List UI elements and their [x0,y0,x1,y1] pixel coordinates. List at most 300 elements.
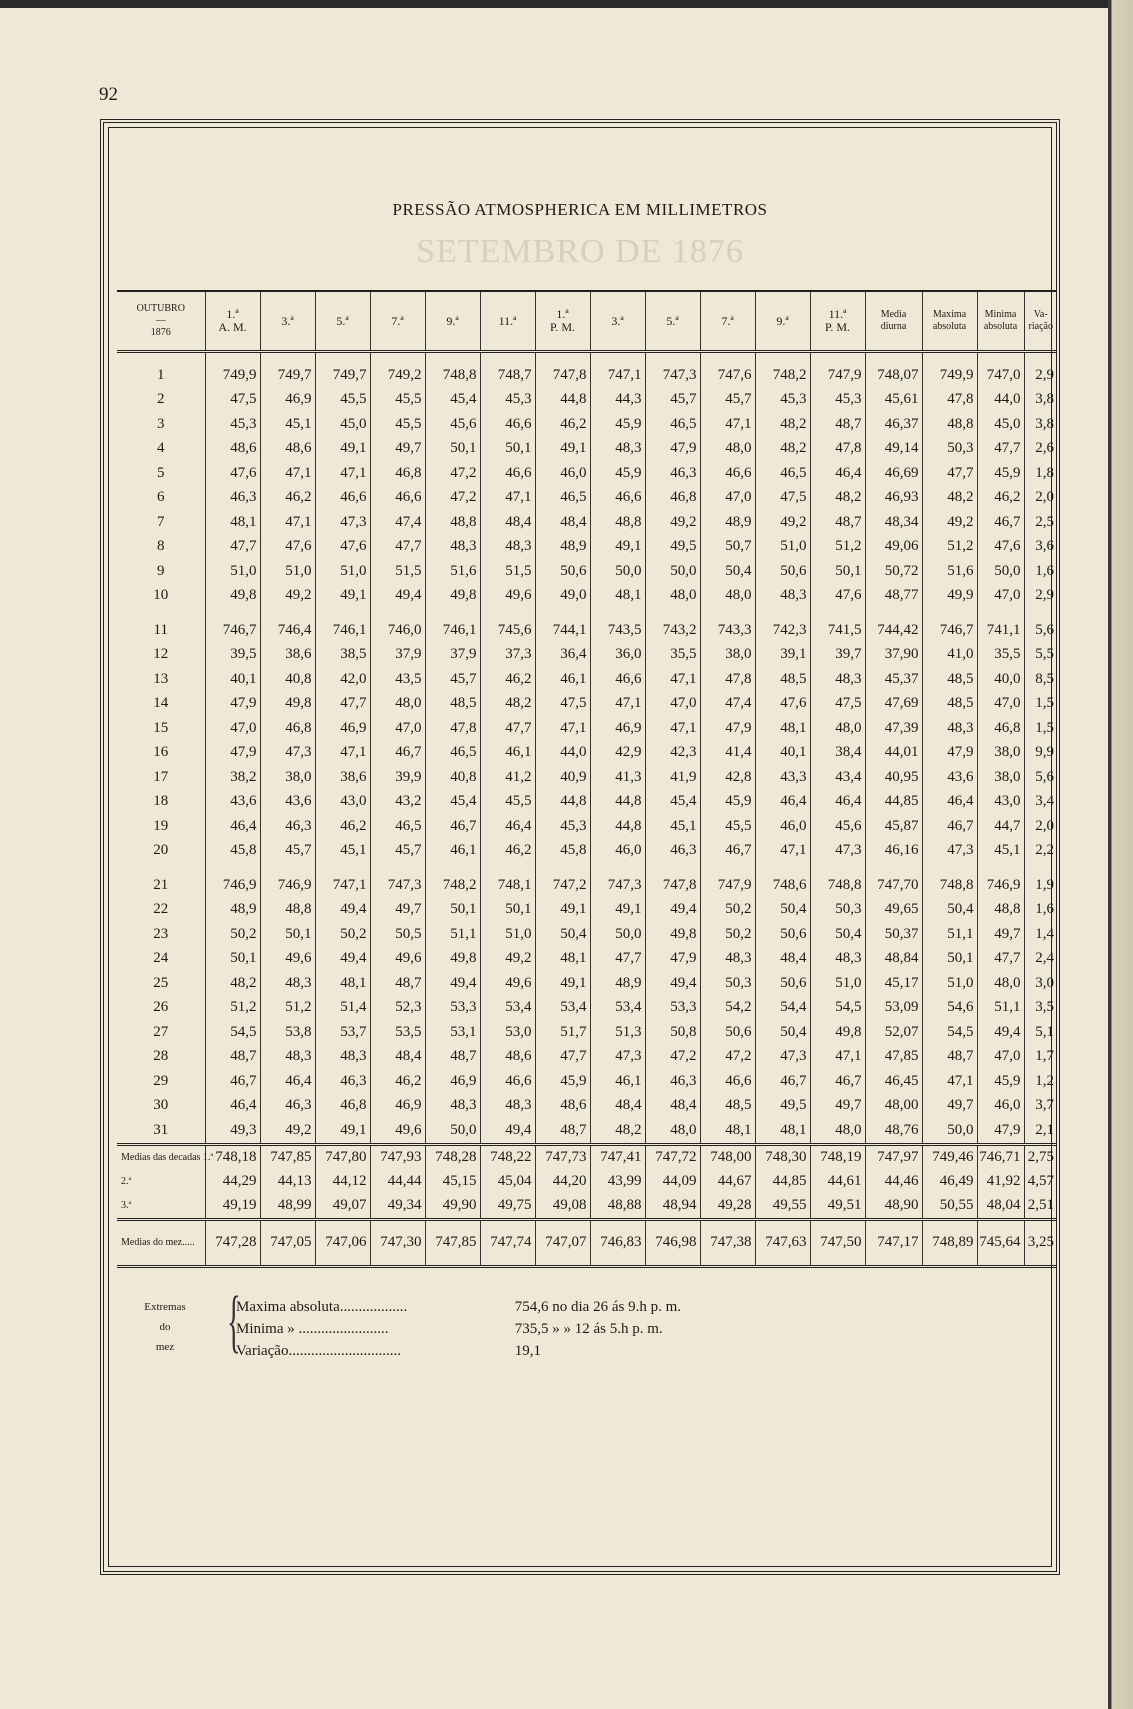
value-cell: 47,3 [755,1045,810,1070]
value-cell: 47,1 [645,716,700,741]
value-cell: 48,0 [810,716,865,741]
value-cell: 37,9 [425,643,480,668]
value-cell: 49,1 [315,1118,370,1144]
value-cell: 36,4 [535,643,590,668]
table-frame-inner [108,127,1052,1567]
value-cell: 35,5 [977,643,1024,668]
value-cell: 47,3 [315,510,370,535]
value-cell: 45,5 [480,790,535,815]
value-cell: 45,4 [425,790,480,815]
header-col-top: Minima [984,309,1017,320]
table-row [117,1094,1057,1119]
value-cell: 46,4 [922,790,977,815]
value-cell: 48,3 [480,1094,535,1119]
spacer-cell [590,608,645,618]
decade-value: 48,94 [645,1194,700,1220]
value-cell: 1,8 [1035,464,1054,481]
value-cell: 48,8 [922,412,977,437]
value-cell: 45,6 [810,814,865,839]
value-cell: 38,5 [315,643,370,668]
value-cell: 741,5 [810,618,865,643]
value-cell: 45,3 [480,388,535,413]
value-cell: 49,5 [755,1094,810,1119]
value-cell: 45,0 [315,412,370,437]
value-cell: 40,95 [865,765,922,790]
header-col-8 [645,291,700,352]
header-month-year [117,291,205,352]
value-cell: 41,2 [480,765,535,790]
value-cell: 45,4 [425,388,480,413]
spacer-cell [480,352,535,364]
value-cell: 48,1 [700,1118,755,1144]
value-cell: 742,3 [755,618,810,643]
decade-value: 748,22 [480,1144,535,1170]
value-cell: 48,2 [755,437,810,462]
decade-value: 748,28 [425,1144,480,1170]
spacer-cell [700,863,755,873]
table-row [117,873,1057,898]
header-col-4 [425,291,480,352]
value-cell: 46,0 [535,461,590,486]
value-cell: 49,6 [370,1118,425,1144]
spacer-cell [117,352,205,364]
value-cell: 749,7 [315,363,370,388]
value-cell: 45,1 [645,814,700,839]
value-cell: 47,4 [700,692,755,717]
value-cell: 47,7 [205,535,260,560]
day-cell: 16 [117,741,205,766]
month-mean-value: 747,63 [755,1219,810,1266]
value-cell: 46,8 [260,716,315,741]
value-cell: 50,4 [755,1020,810,1045]
value-cell: 747,9 [700,873,755,898]
value-cell: 50,1 [425,437,480,462]
value-cell: 45,5 [700,814,755,839]
value-cell: 50,5 [370,922,425,947]
value-cell: 747,3 [590,873,645,898]
header-col-12 [865,291,922,352]
header-col-top: Maxima [932,309,967,320]
value-cell: 48,4 [480,510,535,535]
value-cell: 43,6 [260,790,315,815]
spacer-cell [810,352,865,364]
value-cell: 48,9 [590,971,645,996]
value-cell: 49,8 [645,922,700,947]
month-mean-value: 745,64 [977,1219,1024,1266]
value-cell: 46,6 [480,1069,535,1094]
value-cell: 47,1 [480,486,535,511]
value-cell: 47,3 [260,741,315,766]
value-cell: 43,6 [922,765,977,790]
header-col-top: Va- [1033,309,1048,320]
value-cell: 35,5 [645,643,700,668]
value-cell: 46,3 [260,814,315,839]
value-cell: 49,6 [480,584,535,609]
value-cell: 47,1 [645,667,700,692]
spacer-cell [315,608,370,618]
value-cell: 2,0 [1035,489,1054,506]
value-cell: 50,2 [700,898,755,923]
value-cell: 54,5 [922,1020,977,1045]
spacer-cell [977,608,1024,618]
value-cell: 3,5 [1035,999,1054,1016]
value-cell: 41,9 [645,765,700,790]
table-row [117,898,1057,923]
value-cell: 45,7 [260,839,315,864]
value-cell: 49,1 [535,437,590,462]
value-cell: 46,3 [645,839,700,864]
value-cell: 50,0 [590,922,645,947]
table-row [117,716,1057,741]
decade-value: 44,20 [535,1170,590,1194]
header-month: OUTUBRO [136,303,185,314]
value-cell: 45,7 [370,839,425,864]
value-cell: 50,1 [810,559,865,584]
value-cell: 44,8 [535,388,590,413]
value-cell: 41,4 [700,741,755,766]
value-cell: 48,0 [370,692,425,717]
value-cell: 46,4 [205,1094,260,1119]
value-cell: 46,0 [590,839,645,864]
value-cell: 1,6 [1035,562,1054,579]
value-cell: 45,5 [370,388,425,413]
value-cell: 53,8 [260,1020,315,1045]
value-cell: 47,0 [977,692,1024,717]
day-cell: 30 [117,1094,205,1119]
value-cell: 48,1 [590,584,645,609]
day-cell: 19 [117,814,205,839]
spacer-cell [425,863,480,873]
value-cell: 748,1 [480,873,535,898]
value-cell: 46,4 [810,461,865,486]
value-cell: 749,7 [260,363,315,388]
value-cell: 48,77 [865,584,922,609]
value-cell: 50,4 [535,922,590,947]
value-cell: 748,2 [425,873,480,898]
table-row [117,559,1057,584]
value-cell: 48,3 [755,584,810,609]
value-cell: 50,1 [425,898,480,923]
decade-value: 41,92 [977,1170,1024,1194]
value-cell: 748,7 [480,363,535,388]
value-cell: 3,4 [1035,793,1054,810]
day-cell: 17 [117,765,205,790]
value-cell: 48,5 [700,1094,755,1119]
pressure-table [117,290,1057,1268]
spacer-cell [315,863,370,873]
value-cell: 51,1 [425,922,480,947]
value-cell: 50,0 [590,559,645,584]
value-cell: 5,6 [1035,621,1054,638]
value-cell: 46,1 [480,741,535,766]
value-cell: 44,8 [590,790,645,815]
value-cell: 50,37 [865,922,922,947]
value-cell: 41,3 [590,765,645,790]
decade-value: 49,08 [535,1194,590,1220]
decade-group-label: Medias das decadas [121,1152,201,1163]
value-cell: 48,1 [535,947,590,972]
value-cell: 53,4 [590,996,645,1021]
value-cell: 745,6 [480,618,535,643]
decade-value: 746,71 [977,1144,1024,1170]
value-cell: 46,3 [645,461,700,486]
value-cell: 747,3 [645,363,700,388]
decade-value: 44,44 [370,1170,425,1194]
extremes-label-1: Extremas [144,1301,186,1313]
value-cell: 48,6 [535,1094,590,1119]
table-row [117,388,1057,413]
value-cell: 9,9 [1035,744,1054,761]
spacer-cell [1024,608,1057,618]
value-cell: 3,6 [1035,538,1054,555]
value-cell: 38,0 [977,741,1024,766]
value-cell: 51,2 [810,535,865,560]
value-cell: 47,0 [645,692,700,717]
spacer-cell [370,863,425,873]
table-body [117,352,1057,1267]
value-cell: 47,8 [700,667,755,692]
value-cell: 48,2 [922,486,977,511]
header-col-top: 1.ª [556,307,569,321]
value-cell: 48,9 [700,510,755,535]
spacer-cell [480,863,535,873]
value-cell: 49,3 [205,1118,260,1144]
decade-value: 43,99 [590,1170,645,1194]
value-cell: 43,6 [205,790,260,815]
value-cell: 46,3 [205,486,260,511]
value-cell: 47,1 [700,412,755,437]
value-cell: 46,5 [755,461,810,486]
extreme-variation-value: 19,1 [514,1343,541,1359]
value-cell: 746,0 [370,618,425,643]
value-cell: 38,2 [205,765,260,790]
decade-value: 748,00 [700,1144,755,1170]
value-cell: 48,3 [425,535,480,560]
value-cell: 48,8 [977,898,1024,923]
value-cell: 46,3 [645,1069,700,1094]
value-cell: 48,3 [590,437,645,462]
day-cell: 15 [117,716,205,741]
spacer-cell [922,608,977,618]
value-cell: 37,90 [865,643,922,668]
value-cell: 48,7 [535,1118,590,1144]
value-cell: 2,4 [1035,950,1054,967]
month-mean-value: 747,85 [425,1219,480,1266]
value-cell: 51,6 [425,559,480,584]
day-cell: 25 [117,971,205,996]
value-cell: 50,2 [315,922,370,947]
value-cell: 42,9 [590,741,645,766]
value-cell: 49,6 [480,971,535,996]
value-cell: 46,1 [425,839,480,864]
header-col-top: 9.ª [446,313,459,328]
decade-value: 44,85 [755,1170,810,1194]
value-cell: 49,7 [370,437,425,462]
value-cell: 47,0 [700,486,755,511]
day-cell: 10 [117,584,205,609]
spacer-cell [425,352,480,364]
spacer-cell [205,608,260,618]
decade-value: 49,28 [700,1194,755,1220]
value-cell: 47,1 [590,692,645,717]
value-cell: 41,0 [922,643,977,668]
day-cell: 24 [117,947,205,972]
value-cell: 49,4 [315,898,370,923]
value-cell: 46,37 [865,412,922,437]
spacer-row [117,352,1057,364]
value-cell: 54,2 [700,996,755,1021]
decade-value: 49,19 [205,1194,260,1220]
day-cell: 28 [117,1045,205,1070]
month-mean-value: 747,06 [315,1219,370,1266]
table-row [117,618,1057,643]
value-cell: 746,9 [260,873,315,898]
spacer-cell [645,863,700,873]
value-cell: 746,7 [205,618,260,643]
header-col-15 [1024,291,1057,352]
day-cell: 18 [117,790,205,815]
value-cell: 49,4 [480,1118,535,1144]
value-cell: 47,6 [977,535,1024,560]
value-cell: 47,8 [922,388,977,413]
value-cell: 50,6 [755,922,810,947]
value-cell: 50,7 [700,535,755,560]
value-cell: 49,7 [810,1094,865,1119]
decade-value: 747,72 [645,1144,700,1170]
value-cell: 47,1 [535,716,590,741]
day-cell: 9 [117,559,205,584]
decade-label [117,1144,214,1170]
value-cell: 46,5 [535,486,590,511]
day-cell: 8 [117,535,205,560]
spacer-row [117,608,1057,618]
value-cell: 51,0 [922,971,977,996]
decade-value: 46,49 [922,1170,977,1194]
value-cell: 49,7 [977,922,1024,947]
decade-value: 749,46 [922,1144,977,1170]
decade-number: 2.ª [121,1176,132,1187]
bleed-through-title: SETEMBRO DE 1876 [416,233,744,270]
value-cell: 39,7 [810,643,865,668]
decade-label [117,1194,205,1220]
value-cell: 46,6 [700,1069,755,1094]
value-cell: 43,0 [977,790,1024,815]
extreme-max [236,1299,681,1321]
value-cell: 51,0 [810,971,865,996]
value-cell: 2,9 [1035,366,1054,383]
spacer-cell [865,352,922,364]
value-cell: 47,4 [370,510,425,535]
value-cell: 42,0 [315,667,370,692]
value-cell: 45,1 [315,839,370,864]
value-cell: 47,9 [205,741,260,766]
extremes-section [121,1283,1021,1373]
value-cell: 39,5 [205,643,260,668]
value-cell: 746,9 [977,873,1024,898]
value-cell: 53,1 [425,1020,480,1045]
value-cell: 47,69 [865,692,922,717]
value-cell: 45,3 [205,412,260,437]
value-cell: 46,7 [755,1069,810,1094]
value-cell: 49,4 [645,898,700,923]
value-cell: 53,09 [865,996,922,1021]
decade-value: 48,99 [260,1194,315,1220]
header-dash: — [155,315,166,326]
value-cell: 45,6 [425,412,480,437]
value-cell: 43,5 [370,667,425,692]
value-cell: 46,93 [865,486,922,511]
value-cell: 46,6 [480,412,535,437]
value-cell: 1,2 [1035,1072,1054,1089]
value-cell: 46,6 [590,486,645,511]
value-cell: 53,3 [425,996,480,1021]
table-header [117,291,1057,352]
table-row [117,741,1057,766]
value-cell: 49,4 [425,971,480,996]
month-means-label: Medias do mez..... [117,1219,205,1266]
value-cell: 48,3 [260,971,315,996]
spacer-cell [977,863,1024,873]
value-cell: 53,5 [370,1020,425,1045]
header-col-top: 11.ª [828,307,847,321]
header-col-2 [315,291,370,352]
value-cell: 46,6 [480,461,535,486]
value-cell: 748,2 [755,363,810,388]
value-cell: 749,2 [370,363,425,388]
value-cell: 2,2 [1035,842,1054,859]
value-cell: 48,76 [865,1118,922,1144]
month-mean-value: 747,17 [865,1219,922,1266]
value-cell: 49,2 [755,510,810,535]
value-cell: 49,8 [425,584,480,609]
value-cell: 48,1 [755,1118,810,1144]
value-cell: 40,0 [977,667,1024,692]
value-cell: 47,9 [645,437,700,462]
value-cell: 48,0 [700,584,755,609]
value-cell: 46,5 [425,741,480,766]
value-cell: 48,7 [370,971,425,996]
spacer-cell [535,352,590,364]
value-cell: 747,1 [590,363,645,388]
value-cell: 748,6 [755,873,810,898]
book-gutter [1108,0,1133,1709]
header-col-top: 1.ª [226,307,239,321]
spacer-cell [1024,352,1057,364]
header-col-bottom: absoluta [932,321,967,332]
value-cell: 47,5 [205,388,260,413]
value-cell: 38,0 [700,643,755,668]
extremes-brace: { [227,1283,241,1360]
value-cell: 47,2 [425,486,480,511]
value-cell: 49,65 [865,898,922,923]
decade-number: 1.ª [202,1152,214,1163]
value-cell: 50,6 [535,559,590,584]
value-cell: 747,9 [810,363,865,388]
decade-value: 45,15 [425,1170,480,1194]
value-cell: 50,72 [865,559,922,584]
decade-value: 44,09 [645,1170,700,1194]
value-cell: 49,2 [480,947,535,972]
value-cell: 48,7 [810,510,865,535]
value-cell: 53,3 [645,996,700,1021]
value-cell: 46,0 [755,814,810,839]
value-cell: 44,3 [590,388,645,413]
value-cell: 747,6 [700,363,755,388]
spacer-cell [480,608,535,618]
value-cell: 48,4 [590,1094,645,1119]
value-cell: 47,2 [645,1045,700,1070]
decade-value: 48,90 [865,1194,922,1220]
